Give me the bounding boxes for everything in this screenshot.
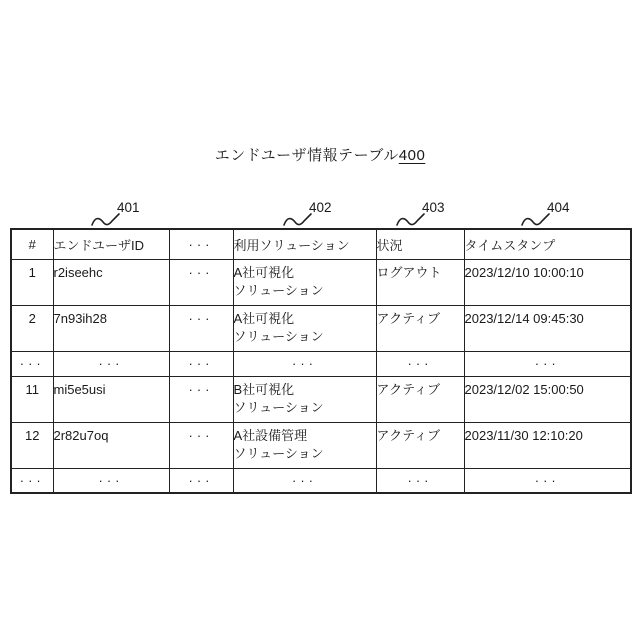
table-cell-ellipsis: ···: [169, 351, 233, 376]
ref-number-enduser-id-column: 401: [117, 200, 140, 215]
table-cell-timestamp: 2023/11/30 12:10:20: [464, 422, 631, 468]
table-cell-timestamp: 2023/12/02 15:00:50: [464, 376, 631, 422]
table-cell-ellipsis: ···: [53, 351, 169, 376]
table-cell-status: ログアウト: [376, 259, 464, 305]
table-row: [11, 305, 631, 351]
figure-title-number: 400: [398, 147, 426, 164]
table-cell-enduser-id: 7n93ih28: [53, 305, 169, 351]
table-cell-index: 1: [11, 259, 53, 305]
table-cell-index: 2: [11, 305, 53, 351]
table-cell-ellipsis: ···: [233, 351, 376, 376]
table-cell-ellipsis: ···: [376, 468, 464, 493]
figure-title-text: エンドユーザ情報テーブル: [214, 147, 399, 164]
column-header-solution: 利用ソリューション: [233, 229, 376, 259]
table-cell-solution: A社設備管理 ソリューション: [233, 422, 376, 468]
table-cell-ellipsis: ···: [169, 259, 233, 305]
column-header-enduser-id: エンドユーザID: [53, 229, 169, 259]
table-header-row: [11, 229, 631, 259]
column-header-status: 状況: [376, 229, 464, 259]
table-cell-ellipsis: ···: [11, 351, 53, 376]
table-cell-enduser-id: mi5e5usi: [53, 376, 169, 422]
ref-number-timestamp-column: 404: [547, 200, 570, 215]
table-cell-enduser-id: 2r82u7oq: [53, 422, 169, 468]
table-cell-ellipsis: ···: [169, 468, 233, 493]
table-cell-ellipsis: ···: [53, 468, 169, 493]
table-cell-ellipsis: ···: [169, 422, 233, 468]
table-cell-ellipsis: ···: [169, 376, 233, 422]
figure-title: [0, 144, 640, 165]
table-cell-ellipsis: ···: [464, 468, 631, 493]
ref-number-status-column: 403: [422, 200, 445, 215]
table-cell-status: アクティブ: [376, 305, 464, 351]
table-row: [11, 422, 631, 468]
column-header-timestamp: タイムスタンプ: [464, 229, 631, 259]
table-row-ellipsis: [11, 468, 631, 493]
column-header-ellipsis: ···: [169, 229, 233, 259]
table-row: [11, 259, 631, 305]
table-cell-enduser-id: r2iseehc: [53, 259, 169, 305]
table-cell-timestamp: 2023/12/10 10:00:10: [464, 259, 631, 305]
table-cell-ellipsis: ···: [233, 468, 376, 493]
table-row-ellipsis: [11, 351, 631, 376]
table-cell-ellipsis: ···: [169, 305, 233, 351]
end-user-info-table: [10, 228, 632, 494]
table-cell-index: 11: [11, 376, 53, 422]
table-cell-solution: A社可視化 ソリューション: [233, 305, 376, 351]
table-row: [11, 376, 631, 422]
table-cell-timestamp: 2023/12/14 09:45:30: [464, 305, 631, 351]
table-cell-ellipsis: ···: [376, 351, 464, 376]
table-cell-status: アクティブ: [376, 422, 464, 468]
ref-number-solution-column: 402: [309, 200, 332, 215]
column-header-index: #: [11, 229, 53, 259]
table-cell-ellipsis: ···: [464, 351, 631, 376]
table-cell-solution: A社可視化 ソリューション: [233, 259, 376, 305]
table-cell-index: 12: [11, 422, 53, 468]
table-cell-ellipsis: ···: [11, 468, 53, 493]
table-cell-status: アクティブ: [376, 376, 464, 422]
table-cell-solution: B社可視化 ソリューション: [233, 376, 376, 422]
